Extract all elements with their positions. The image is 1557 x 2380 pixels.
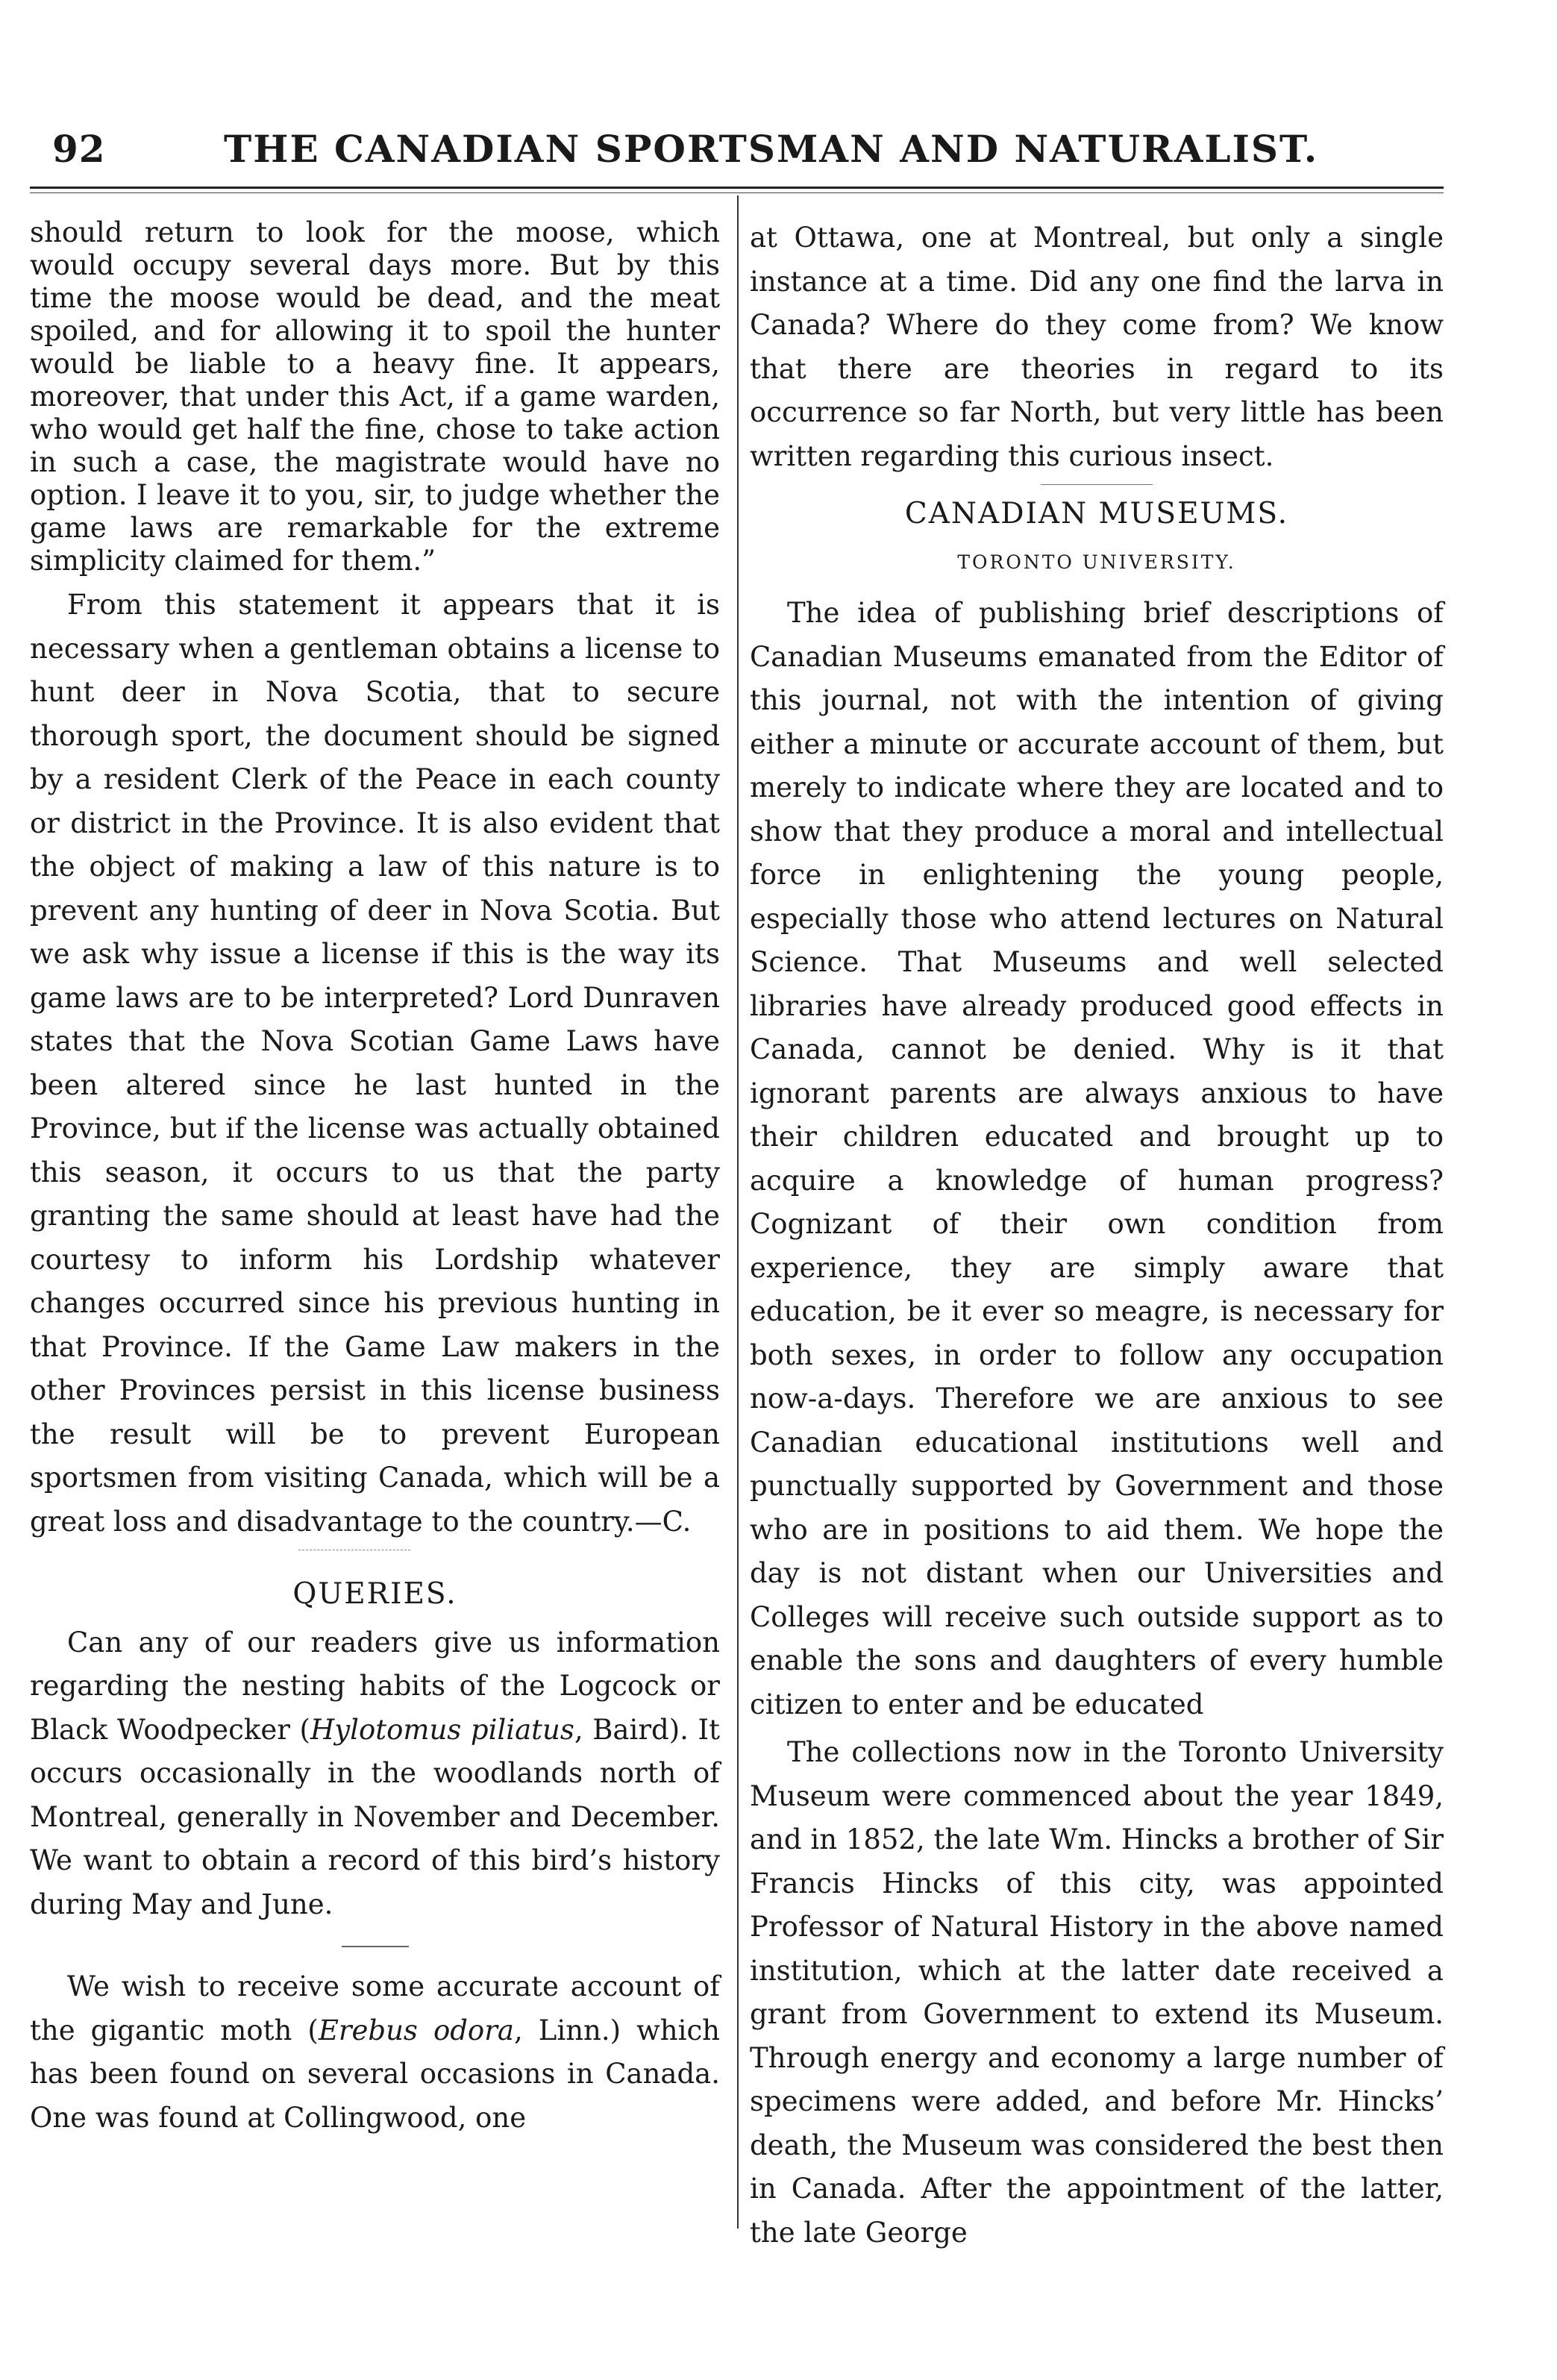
letter-continuation-paragraph: should return to look for the moose, which would occupy several days more. But by this time the moose would be dead, and the meat spoiled, and for allowing it to spoil the hunter would be liable to a heavy fine. It appears, moreover, that under this Act, if a game warden, who would get half the fine, chose to take action in such a case, the magistrate would have no option. I leave it to you, sir, to judge whether the game laws are remarkable for the extreme simplicity claimed for them.” xyxy=(30,216,720,577)
page-number: 92 xyxy=(52,127,106,171)
museums-paragraph-1: The idea of publishing brief descriptions of Canadian Museums emanated from the Editor of this journal, not with the intention of giving either a minute or accurate account of them, but merely to indicate where they are located and to show that they produce a moral and intellectual force in enlightening the young people, especially those who attend lectures on Natural Science. That Museums and well selected libraries have already produced good effects in Canada, cannot be denied. Why is it that ignorant parents are always anxious to have their children educated and brought up to acquire a knowledge of human progress? Cognizant of their own condition from experience, they are simply aware that education, be it ever so meagre, is necessary for both sexes, in order to follow any occupation now-a-days. Therefore we are anxious to see Canadian educational institutions well and punctually supported by Government and those who are in positions to aid them. We hope the day is not distant when our Universities and Colleges will receive such outside support as to enable the sons and daughters of every humble citizen to enter and be educated xyxy=(750,597,1444,1720)
column-divider xyxy=(737,195,739,2229)
header-rule xyxy=(30,187,1444,189)
museums-subheading: TORONTO UNIVERSITY. xyxy=(957,551,1236,573)
museums-heading: CANADIAN MUSEUMS. xyxy=(904,497,1289,530)
page-header xyxy=(45,127,1459,179)
species-name: Hylotomus piliatus xyxy=(310,1713,574,1746)
query-woodpecker: Can any of our readers give us information regarding the nesting habits of the Logcock or Black Woodpecker (Hylotomus piliatus, Baird). It occurs occasionally in the woodlands north of Montreal, generally in November and December. We want to obtain a record of this bird’s history during May and June. xyxy=(30,1626,720,1920)
query-separator xyxy=(342,1946,409,1947)
running-title: THE CANADIAN SPORTSMAN AND NATURALIST. xyxy=(224,127,1319,171)
editorial-paragraph: From this statement it appears that it is necessary when a gentleman obtains a license to hunt deer in Nova Scotia, that to secure thorough sport, the document should be signed by a resident Clerk of the Peace in each county or district in the Province. It is also evident that the object of making a law of this nature is to prevent any hunting of deer in Nova Scotia. But we ask why issue a license if this is the way its game laws are to be interpreted? Lord Dunraven states that the Nova Scotian Game Laws have been altered since he last hunted in the Province, but if the license was actually obtained this season, it occurs to us that the party granting the same should at least have had the courtesy to inform his Lordship whatever changes occurred since his previous hunting in that Province. If the Game Law makers in the other Provinces persist in this license business the result will be to prevent European sportsmen from visiting Canada, which will be a great loss and disadvantage to the country.—C. xyxy=(30,589,720,1538)
species-name: Erebus odora xyxy=(318,2014,514,2047)
left-column xyxy=(30,216,720,2140)
queries-heading: QUERIES. xyxy=(292,1577,457,1611)
museums-paragraph-2: The collections now in the Toronto University Museum were commenced about the year 1849, and in 1852, the late Wm. Hincks a brother of Sir Francis Hincks of this city, was appointed Professor of Natural History in the above named institution, which at the latter date received a grant from Government to extend its Museum. Through energy and economy a large number of specimens were added, and before Mr. Hincks’ death, the Museum was considered the best then in Canada. After the appointment of the latter, the late George xyxy=(750,1736,1444,2249)
section-separator xyxy=(1041,484,1153,485)
query-moth: We wish to receive some accurate account of the gigantic moth (Erebus odora, Linn.) which has been found on several occasions in Canada. One was found at Collingwood, one xyxy=(30,1970,721,2134)
query-continuation-paragraph: at Ottawa, one at Montreal, but only a single instance at a time. Did any one find the larva in Canada? Where do they come from? We know that there are theories in regard to its occurrence so far North, but very little has been written regarding this curious insect. xyxy=(750,222,1444,472)
right-column xyxy=(750,216,1444,2255)
header-rule-thin xyxy=(30,192,1444,193)
